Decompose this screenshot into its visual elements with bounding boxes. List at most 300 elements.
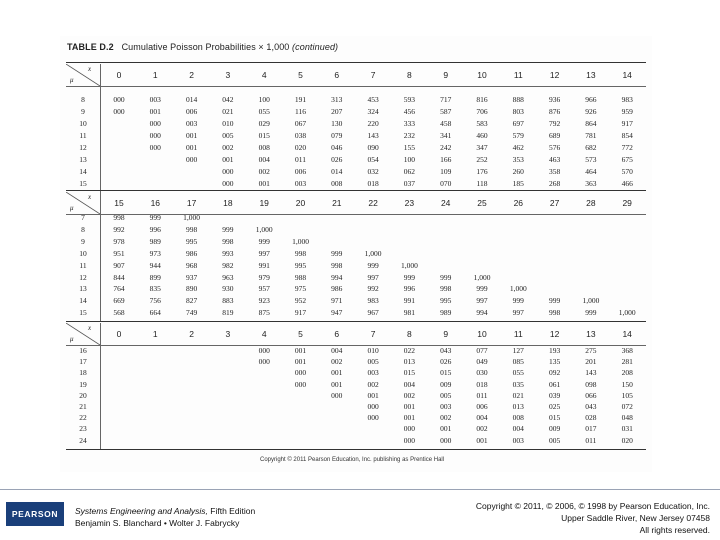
column-header-x: 8	[407, 70, 412, 80]
table-cell: 587	[440, 107, 452, 116]
table-cell: 009	[548, 424, 561, 434]
table-cell: 1,000	[255, 224, 273, 234]
table-cell: 944	[149, 260, 161, 270]
table-cell: 982	[222, 260, 234, 270]
table-cell: 979	[258, 272, 270, 282]
table-cell: 015	[403, 368, 416, 378]
table-cell: 002	[476, 424, 488, 434]
table-cell: 347	[476, 143, 488, 152]
table-cell: 021	[512, 390, 524, 400]
x-axis-symbol: x	[88, 193, 92, 201]
table-cell: 207	[331, 107, 343, 116]
table-cell: 009	[440, 379, 452, 389]
table-cell: 890	[185, 284, 198, 294]
table-cell: 002	[403, 390, 416, 400]
table-cell: 066	[585, 390, 597, 400]
table-cell: 015	[548, 413, 561, 423]
column-header-x: 4	[261, 329, 267, 339]
table-cell: 995	[185, 236, 198, 246]
table-cell: 819	[222, 308, 234, 318]
table-cell: 368	[621, 346, 633, 355]
table-cell: 166	[440, 155, 452, 164]
pearson-logo-text: PEARSON	[11, 509, 59, 519]
row-mu-value: 7	[81, 213, 85, 222]
table-cell: 015	[258, 131, 270, 140]
table-cell: 037	[403, 179, 416, 188]
table-cell: 002	[440, 413, 452, 423]
table-cell: 002	[222, 143, 234, 152]
table-cell: 999	[403, 272, 416, 282]
table-cell: 067	[294, 119, 307, 128]
table-cell: 077	[476, 346, 488, 355]
table-cell: 576	[548, 143, 561, 152]
row-mu-value: 12	[79, 143, 87, 152]
table-cell: 997	[512, 308, 524, 318]
table-cell: 997	[367, 272, 379, 282]
table-cell: 986	[185, 248, 198, 258]
table-cell: 917	[621, 119, 633, 128]
publisher-copyright	[410, 500, 710, 536]
table-cell: 048	[621, 413, 633, 423]
table-title-label: TABLE D.2	[67, 42, 114, 52]
table-cell: 008	[258, 143, 270, 152]
x-axis-symbol: x	[88, 324, 92, 332]
table-cell: 043	[585, 402, 597, 411]
table-cell: 363	[585, 179, 597, 188]
mu-column-divider	[100, 192, 101, 322]
table-cell: 135	[548, 357, 561, 367]
table-cell: 994	[331, 272, 343, 282]
table-cell: 999	[512, 296, 524, 306]
table-cell: 689	[548, 131, 561, 140]
table-cell: 998	[294, 248, 307, 258]
table-cell: 191	[294, 95, 307, 104]
section-top-rule	[66, 62, 646, 63]
table-cell: 085	[512, 357, 524, 367]
table-cell: 029	[258, 119, 270, 128]
table-cell: 042	[222, 95, 234, 104]
table-cell: 986	[331, 284, 343, 294]
column-header-x: 12	[549, 70, 560, 80]
table-cell: 1,000	[292, 236, 309, 246]
table-cell: 959	[621, 107, 633, 116]
table-cell: 999	[548, 296, 561, 306]
table-cell: 018	[476, 379, 488, 389]
table-cell: 072	[621, 402, 633, 411]
column-header-x: 24	[440, 198, 451, 208]
table-cell: 464	[585, 167, 597, 176]
table-cell: 764	[113, 284, 125, 294]
table-cell: 001	[440, 424, 452, 434]
column-header-x: 5	[298, 329, 303, 339]
table-cell: 100	[258, 95, 270, 104]
column-header-x: 21	[332, 198, 342, 208]
table-cell: 000	[367, 402, 379, 411]
table-cell: 957	[258, 284, 270, 294]
table-cell: 043	[440, 346, 452, 355]
row-mu-value: 8	[81, 224, 85, 234]
column-header-x: 8	[407, 329, 412, 339]
table-cell: 358	[548, 167, 561, 176]
table-cell: 998	[222, 236, 234, 246]
row-mu-value: 9	[81, 107, 85, 116]
table-cell: 193	[548, 346, 561, 355]
poisson-table-image	[60, 36, 652, 472]
column-header-x: 12	[549, 329, 560, 339]
table-cell: 999	[585, 308, 597, 318]
table-cell: 025	[548, 402, 561, 411]
table-cell: 001	[185, 143, 198, 152]
table-cell: 232	[403, 131, 416, 140]
table-cell: 998	[440, 284, 452, 294]
table-cell: 000	[403, 424, 416, 434]
table-cell: 006	[476, 402, 488, 411]
table-cell: 002	[258, 167, 270, 176]
table-cell: 000	[149, 131, 161, 140]
table-cell: 001	[258, 179, 270, 188]
table-cell: 031	[621, 424, 633, 434]
column-header-x: 23	[404, 198, 415, 208]
table-cell: 090	[367, 143, 379, 152]
table-cell: 937	[185, 272, 198, 282]
table-cell: 971	[331, 296, 343, 306]
table-cell: 458	[440, 119, 452, 128]
table-cell: 997	[476, 296, 488, 306]
table-cell: 018	[367, 179, 379, 188]
section-header-rule	[66, 86, 646, 87]
table-cell: 020	[294, 143, 307, 152]
table-cell: 996	[149, 224, 161, 234]
table-cell: 781	[585, 131, 597, 140]
column-header-x: 1	[152, 329, 158, 339]
table-cell: 013	[512, 402, 524, 411]
table-cell: 1,000	[364, 248, 382, 258]
table-cell: 004	[476, 413, 488, 423]
table-cell: 116	[295, 107, 306, 116]
table-cell: 003	[294, 179, 307, 188]
table-cell: 054	[367, 155, 379, 164]
column-header-x: 0	[116, 70, 122, 80]
table-cell: 118	[476, 179, 488, 188]
table-cell: 991	[258, 260, 270, 270]
table-cell: 092	[548, 368, 561, 378]
table-cell: 989	[440, 308, 452, 318]
table-cell: 006	[185, 107, 198, 116]
table-cell: 017	[585, 424, 597, 434]
column-header-x: 13	[586, 70, 596, 80]
row-mu-value: 9	[81, 236, 85, 246]
column-header-x: 25	[477, 198, 487, 208]
row-mu-value: 12	[79, 272, 87, 282]
table-cell: 975	[294, 284, 307, 294]
row-mu-value: 21	[79, 402, 87, 411]
table-cell: 105	[621, 390, 633, 400]
table-cell: 995	[294, 260, 307, 270]
column-header-x: 10	[477, 329, 487, 339]
table-cell: 803	[512, 107, 524, 116]
row-mu-value: 8	[81, 95, 85, 104]
table-cell: 000	[403, 435, 416, 445]
table-cell: 883	[222, 296, 234, 306]
copyright-line-2: Upper Saddle River, New Jersey 07458	[561, 513, 710, 523]
column-header-x: 7	[370, 329, 376, 339]
table-cell: 664	[149, 308, 161, 318]
column-header-x: 9	[443, 70, 449, 80]
table-cell: 208	[621, 368, 633, 378]
column-header-x: 20	[295, 198, 306, 208]
table-cell: 100	[403, 155, 416, 164]
table-cell: 998	[548, 308, 561, 318]
table-cell: 070	[440, 179, 452, 188]
book-authors: Benjamin S. Blanchard • Wolter J. Fabrycky	[75, 518, 240, 528]
column-header-x: 6	[334, 329, 340, 339]
table-cell: 973	[149, 248, 161, 258]
row-mu-value: 14	[79, 167, 87, 176]
book-edition: Fifth Edition	[207, 506, 256, 516]
table-cell: 978	[113, 236, 125, 246]
table-cell: 999	[367, 260, 379, 270]
table-cell: 669	[113, 296, 125, 306]
table-cell: 000	[258, 346, 270, 355]
table-cell: 995	[440, 296, 452, 306]
table-cell: 000	[258, 357, 270, 367]
section-top-rule	[66, 190, 646, 191]
table-cell: 772	[621, 143, 633, 152]
table-cell: 005	[367, 357, 379, 367]
column-header-x: 26	[513, 198, 524, 208]
table-cell: 573	[585, 155, 597, 164]
table-cell: 981	[403, 308, 416, 318]
table-cell: 000	[149, 143, 161, 152]
table-cell: 854	[621, 131, 633, 140]
mu-axis-symbol: μ	[70, 76, 74, 84]
table-cell: 001	[149, 107, 161, 116]
table-cell: 005	[548, 435, 561, 445]
table-cell: 000	[113, 95, 125, 104]
table-cell: 999	[258, 236, 270, 246]
book-title-line	[75, 505, 255, 517]
table-cell: 001	[222, 155, 234, 164]
column-header-x: 4	[261, 70, 267, 80]
table-cell: 201	[585, 357, 597, 367]
table-cell: 155	[403, 143, 416, 152]
table-cell: 011	[476, 390, 488, 400]
table-cell: 1,000	[183, 213, 201, 222]
column-header-x: 5	[298, 70, 303, 80]
table-cell: 004	[403, 379, 416, 389]
table-cell: 109	[440, 167, 452, 176]
column-header-x: 16	[150, 198, 161, 208]
table-cell: 260	[512, 167, 524, 176]
table-cell: 991	[403, 296, 416, 306]
column-header-x: 13	[586, 329, 596, 339]
table-cell: 324	[367, 107, 379, 116]
table-cell: 899	[149, 272, 161, 282]
table-cell: 005	[440, 390, 452, 400]
table-cell: 568	[113, 308, 125, 318]
table-cell: 1,000	[400, 260, 418, 270]
column-header-x: 17	[186, 198, 197, 208]
table-cell: 055	[512, 368, 524, 378]
x-axis-symbol: x	[88, 65, 92, 73]
table-cell: 055	[258, 107, 270, 116]
table-cell: 014	[185, 95, 198, 104]
column-header-x: 28	[586, 198, 596, 208]
mu-axis-symbol: μ	[70, 335, 74, 343]
table-cell: 000	[149, 119, 161, 128]
row-mu-value: 15	[79, 308, 87, 318]
column-header-x: 9	[443, 329, 449, 339]
table-cell: 835	[149, 284, 161, 294]
table-cell: 003	[149, 95, 161, 104]
row-mu-value: 11	[79, 131, 87, 140]
table-cell: 008	[331, 179, 343, 188]
column-header-x: 29	[622, 198, 632, 208]
table-cell: 006	[294, 167, 307, 176]
table-cell: 003	[185, 119, 198, 128]
table-cell: 994	[476, 308, 488, 318]
column-header-x: 27	[549, 198, 560, 208]
copyright-line-3: All rights reserved.	[639, 525, 710, 535]
table-cell: 460	[476, 131, 488, 140]
table-cell: 998	[185, 224, 198, 234]
table-cell: 466	[621, 179, 633, 188]
footer-divider	[0, 489, 720, 490]
pearson-logo	[6, 502, 64, 526]
table-cell: 988	[294, 272, 307, 282]
row-mu-value: 20	[79, 390, 87, 400]
table-cell: 004	[258, 155, 270, 164]
table-cell: 000	[222, 167, 234, 176]
column-header-x: 3	[225, 329, 231, 339]
table-cell: 968	[185, 260, 198, 270]
table-cell: 038	[294, 131, 307, 140]
table-cell: 706	[476, 107, 488, 116]
row-mu-value: 23	[79, 424, 87, 434]
table-cell: 032	[367, 167, 379, 176]
table-cell: 876	[548, 107, 561, 116]
table-cell: 130	[331, 119, 343, 128]
column-header-x: 3	[225, 70, 231, 80]
table-cell: 127	[512, 346, 524, 355]
table-cell: 000	[294, 368, 307, 378]
table-cell: 717	[440, 95, 452, 104]
table-cell: 000	[331, 390, 343, 400]
table-cell: 675	[621, 155, 633, 164]
copyright-line-1: Copyright © 2011, © 2006, © 1998 by Pearson Education, Inc.	[475, 501, 710, 511]
table-cell: 463	[548, 155, 561, 164]
table-cell: 015	[440, 368, 452, 378]
table-cell: 997	[258, 248, 270, 258]
row-mu-value: 22	[79, 413, 87, 423]
table-cell: 022	[403, 346, 416, 355]
table-cell: 888	[512, 95, 524, 104]
table-cell: 907	[113, 260, 125, 270]
table-cell: 000	[185, 155, 198, 164]
table-cell: 1,000	[509, 284, 527, 294]
table-cell: 926	[585, 107, 597, 116]
mu-column-divider	[100, 323, 101, 449]
table-cell: 682	[585, 143, 597, 152]
table-cell: 268	[548, 179, 561, 188]
table-cell: 003	[512, 435, 524, 445]
table-cell: 035	[512, 379, 524, 389]
table-cell: 313	[331, 95, 343, 104]
table-cell: 004	[512, 424, 524, 434]
column-header-x: 1	[152, 70, 158, 80]
table-cell: 756	[149, 296, 161, 306]
column-header-x: 11	[513, 70, 523, 80]
table-cell: 005	[222, 131, 234, 140]
table-cell: 963	[222, 272, 234, 282]
table-cell: 983	[367, 296, 379, 306]
row-mu-value: 13	[79, 155, 87, 164]
table-cell: 026	[440, 357, 452, 367]
row-mu-value: 10	[79, 248, 87, 258]
table-cell: 252	[476, 155, 488, 164]
table-cell: 062	[403, 167, 416, 176]
table-cell: 697	[512, 119, 524, 128]
table-cell: 001	[294, 357, 307, 367]
mu-axis-symbol: μ	[70, 204, 74, 212]
table-copyright: Copyright © 2011 Pearson Education, Inc. publishing as Prentice Hall	[260, 457, 445, 463]
table-cell: 996	[403, 284, 416, 294]
table-title-continued: (continued)	[292, 42, 339, 52]
table-cell: 020	[621, 435, 633, 445]
table-cell: 185	[512, 179, 524, 188]
table-cell: 021	[222, 107, 234, 116]
column-header-x: 19	[259, 198, 269, 208]
table-cell: 792	[548, 119, 561, 128]
table-cell: 003	[367, 368, 379, 378]
table-cell: 992	[113, 224, 125, 234]
table-cell: 951	[113, 248, 125, 258]
table-cell: 453	[367, 95, 379, 104]
table-cell: 999	[440, 272, 452, 282]
row-mu-value: 17	[79, 357, 87, 367]
table-cell: 456	[403, 107, 416, 116]
table-cell: 992	[367, 284, 379, 294]
table-cell: 026	[331, 155, 343, 164]
table-cell: 923	[258, 296, 270, 306]
row-mu-value: 24	[79, 435, 87, 445]
row-mu-value: 11	[79, 260, 87, 270]
table-cell: 011	[585, 435, 597, 445]
table-cell: 989	[149, 236, 161, 246]
table-cell: 000	[222, 179, 234, 188]
table-cell: 150	[621, 379, 633, 389]
table-cell: 1,000	[473, 272, 491, 282]
row-mu-value: 14	[79, 296, 87, 306]
table-cell: 999	[331, 248, 343, 258]
column-header-x: 6	[334, 70, 340, 80]
table-cell: 004	[331, 346, 343, 355]
table-cell: 936	[548, 95, 561, 104]
table-cell: 220	[367, 119, 379, 128]
table-cell: 000	[440, 435, 452, 445]
table-cell: 875	[258, 308, 270, 318]
table-cell: 999	[222, 224, 234, 234]
book-title: Systems Engineering and Analysis,	[75, 506, 208, 516]
column-header-x: 2	[189, 70, 194, 80]
table-title-main: Cumulative Poisson Probabilities × 1,000	[121, 42, 290, 52]
column-header-x: 15	[114, 198, 124, 208]
table-cell: 010	[367, 346, 379, 355]
table-cell: 143	[367, 131, 379, 140]
table-cell: 000	[294, 379, 307, 389]
table-cell: 046	[331, 143, 343, 152]
table-cell: 001	[403, 402, 416, 411]
